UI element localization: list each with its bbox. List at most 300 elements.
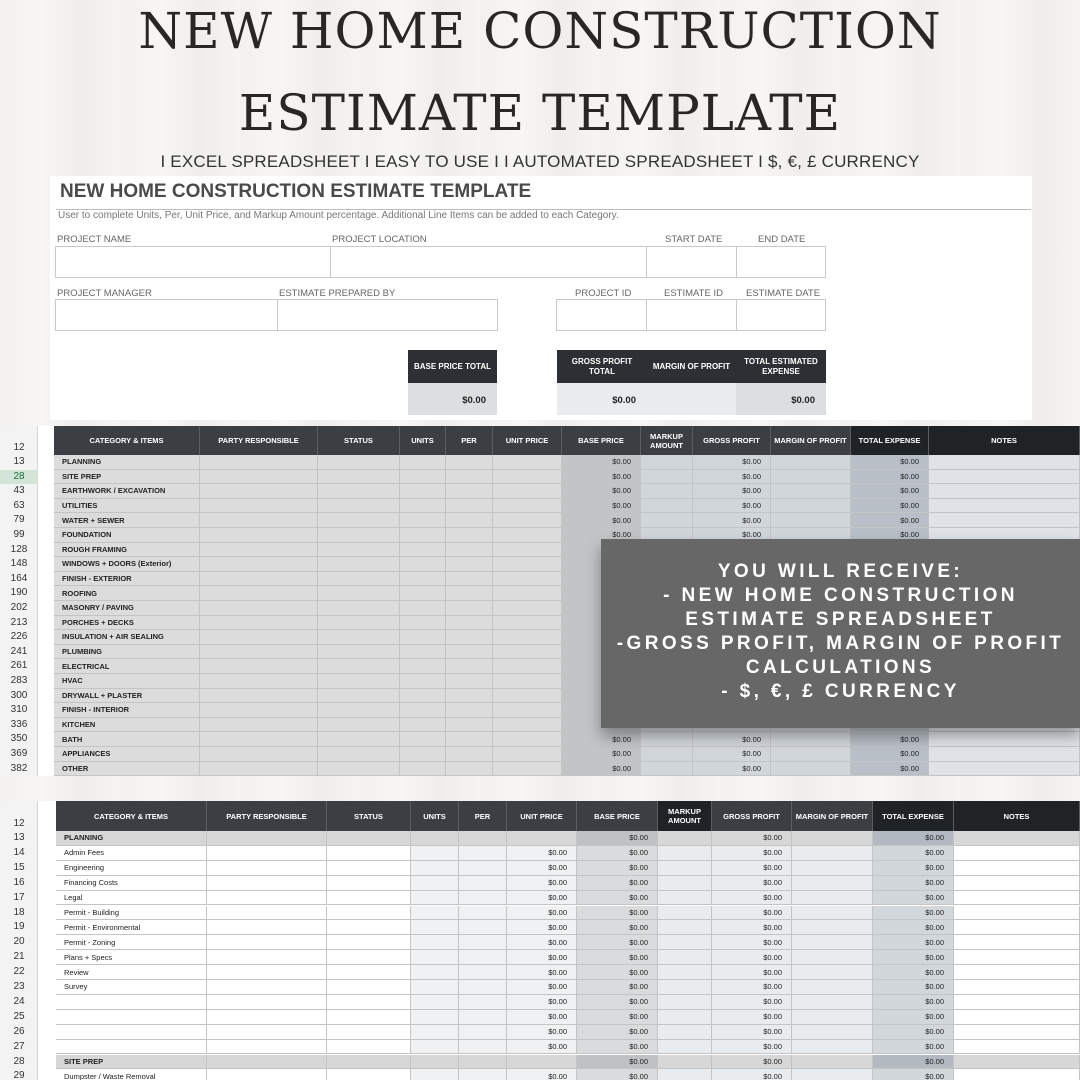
table-cell[interactable] xyxy=(658,1040,712,1055)
total-expense-cell[interactable] xyxy=(873,965,954,980)
table-cell[interactable] xyxy=(411,995,459,1010)
table-cell[interactable] xyxy=(207,980,327,995)
table-cell[interactable] xyxy=(641,513,693,528)
table-cell[interactable] xyxy=(954,965,1080,980)
total-expense-cell[interactable] xyxy=(873,861,954,876)
table-cell[interactable] xyxy=(318,499,400,514)
item-name-cell[interactable] xyxy=(56,935,207,950)
table-cell[interactable] xyxy=(327,965,411,980)
unit-price-cell[interactable] xyxy=(493,470,562,485)
table-cell[interactable] xyxy=(318,601,400,616)
base-price-cell[interactable] xyxy=(562,484,641,499)
table-cell[interactable] xyxy=(318,572,400,587)
table-cell[interactable] xyxy=(954,1055,1080,1070)
table-cell[interactable] xyxy=(327,1010,411,1025)
table-cell[interactable] xyxy=(446,718,493,733)
table-cell[interactable] xyxy=(929,470,1080,485)
table-cell[interactable] xyxy=(929,455,1080,470)
table-cell[interactable] xyxy=(200,528,318,543)
gross-profit-cell[interactable] xyxy=(693,499,771,514)
start-date-field[interactable] xyxy=(646,246,737,278)
gross-profit-cell[interactable] xyxy=(712,1040,792,1055)
unit-price-cell[interactable] xyxy=(493,499,562,514)
gross-profit-cell[interactable] xyxy=(712,861,792,876)
unit-price-cell[interactable] xyxy=(507,1040,577,1055)
table-cell[interactable] xyxy=(446,572,493,587)
table-cell[interactable] xyxy=(954,980,1080,995)
project-id-field[interactable] xyxy=(556,299,647,331)
table-cell[interactable] xyxy=(459,1069,507,1080)
table-cell[interactable] xyxy=(207,1040,327,1055)
table-cell[interactable] xyxy=(459,906,507,921)
table-cell[interactable] xyxy=(411,965,459,980)
unit-price-cell[interactable] xyxy=(493,747,562,762)
item-name-cell[interactable] xyxy=(54,762,200,776)
total-expense-cell[interactable] xyxy=(873,876,954,891)
gross-profit-cell[interactable] xyxy=(712,906,792,921)
table-cell[interactable] xyxy=(954,995,1080,1010)
table-cell[interactable] xyxy=(200,703,318,718)
table-cell[interactable] xyxy=(411,831,459,846)
table-cell[interactable] xyxy=(954,1010,1080,1025)
item-name-cell[interactable] xyxy=(56,980,207,995)
gross-profit-cell[interactable] xyxy=(712,935,792,950)
table-cell[interactable] xyxy=(200,499,318,514)
item-name-cell[interactable] xyxy=(54,572,200,587)
base-price-cell[interactable] xyxy=(562,762,641,776)
table-cell[interactable] xyxy=(411,891,459,906)
table-cell[interactable] xyxy=(641,499,693,514)
table-cell[interactable] xyxy=(446,543,493,558)
table-cell[interactable] xyxy=(792,906,873,921)
table-cell[interactable] xyxy=(771,484,851,499)
table-cell[interactable] xyxy=(200,630,318,645)
unit-price-cell[interactable] xyxy=(507,876,577,891)
unit-price-cell[interactable] xyxy=(507,935,577,950)
table-cell[interactable] xyxy=(207,906,327,921)
table-cell[interactable] xyxy=(658,846,712,861)
gross-profit-cell[interactable] xyxy=(712,1010,792,1025)
table-cell[interactable] xyxy=(446,455,493,470)
table-cell[interactable] xyxy=(954,906,1080,921)
base-price-cell[interactable] xyxy=(577,831,658,846)
total-expense-cell[interactable] xyxy=(851,747,929,762)
table-cell[interactable] xyxy=(929,513,1080,528)
total-expense-cell[interactable] xyxy=(873,980,954,995)
table-cell[interactable] xyxy=(318,674,400,689)
total-expense-cell[interactable] xyxy=(851,513,929,528)
table-cell[interactable] xyxy=(400,616,446,631)
table-cell[interactable] xyxy=(641,747,693,762)
base-price-cell[interactable] xyxy=(577,846,658,861)
table-cell[interactable] xyxy=(446,484,493,499)
table-cell[interactable] xyxy=(327,861,411,876)
unit-price-cell[interactable] xyxy=(493,718,562,733)
table-cell[interactable] xyxy=(207,831,327,846)
table-cell[interactable] xyxy=(792,935,873,950)
table-cell[interactable] xyxy=(400,455,446,470)
base-price-cell[interactable] xyxy=(577,876,658,891)
table-cell[interactable] xyxy=(327,995,411,1010)
total-expense-cell[interactable] xyxy=(873,935,954,950)
item-name-cell[interactable] xyxy=(56,1025,207,1040)
unit-price-cell[interactable] xyxy=(507,980,577,995)
table-cell[interactable] xyxy=(200,674,318,689)
table-cell[interactable] xyxy=(792,831,873,846)
table-cell[interactable] xyxy=(327,906,411,921)
table-cell[interactable] xyxy=(411,935,459,950)
gross-profit-cell[interactable] xyxy=(693,470,771,485)
unit-price-cell[interactable] xyxy=(507,831,577,846)
table-cell[interactable] xyxy=(658,935,712,950)
table-cell[interactable] xyxy=(446,586,493,601)
total-expense-cell[interactable] xyxy=(851,455,929,470)
table-cell[interactable] xyxy=(954,831,1080,846)
table-cell[interactable] xyxy=(400,689,446,704)
item-name-cell[interactable] xyxy=(56,1055,207,1070)
total-expense-cell[interactable] xyxy=(873,1040,954,1055)
unit-price-cell[interactable] xyxy=(507,861,577,876)
base-price-cell[interactable] xyxy=(577,1010,658,1025)
table-cell[interactable] xyxy=(459,1040,507,1055)
table-cell[interactable] xyxy=(200,470,318,485)
table-cell[interactable] xyxy=(327,950,411,965)
table-cell[interactable] xyxy=(792,950,873,965)
table-cell[interactable] xyxy=(411,1055,459,1070)
table-cell[interactable] xyxy=(929,762,1080,776)
table-cell[interactable] xyxy=(400,470,446,485)
gross-profit-cell[interactable] xyxy=(712,891,792,906)
gross-profit-cell[interactable] xyxy=(712,831,792,846)
table-cell[interactable] xyxy=(400,718,446,733)
unit-price-cell[interactable] xyxy=(493,513,562,528)
table-cell[interactable] xyxy=(792,920,873,935)
table-cell[interactable] xyxy=(446,703,493,718)
item-name-cell[interactable] xyxy=(56,965,207,980)
base-price-cell[interactable] xyxy=(577,980,658,995)
total-expense-cell[interactable] xyxy=(873,950,954,965)
table-cell[interactable] xyxy=(400,601,446,616)
unit-price-cell[interactable] xyxy=(493,630,562,645)
table-cell[interactable] xyxy=(207,876,327,891)
unit-price-cell[interactable] xyxy=(493,557,562,572)
table-cell[interactable] xyxy=(771,732,851,747)
table-cell[interactable] xyxy=(792,891,873,906)
item-name-cell[interactable] xyxy=(56,876,207,891)
gross-profit-cell[interactable] xyxy=(712,950,792,965)
table-cell[interactable] xyxy=(446,616,493,631)
item-name-cell[interactable] xyxy=(54,499,200,514)
table-cell[interactable] xyxy=(446,470,493,485)
table-cell[interactable] xyxy=(459,980,507,995)
table-cell[interactable] xyxy=(459,891,507,906)
table-cell[interactable] xyxy=(641,455,693,470)
item-name-cell[interactable] xyxy=(54,601,200,616)
table-cell[interactable] xyxy=(318,528,400,543)
table-cell[interactable] xyxy=(792,876,873,891)
table-cell[interactable] xyxy=(411,906,459,921)
table-cell[interactable] xyxy=(459,995,507,1010)
table-cell[interactable] xyxy=(207,891,327,906)
table-cell[interactable] xyxy=(318,543,400,558)
table-cell[interactable] xyxy=(200,586,318,601)
table-cell[interactable] xyxy=(411,920,459,935)
table-cell[interactable] xyxy=(658,1055,712,1070)
table-cell[interactable] xyxy=(446,689,493,704)
table-cell[interactable] xyxy=(658,1069,712,1080)
unit-price-cell[interactable] xyxy=(493,659,562,674)
table-cell[interactable] xyxy=(459,1010,507,1025)
unit-price-cell[interactable] xyxy=(507,1069,577,1080)
table-cell[interactable] xyxy=(658,906,712,921)
table-cell[interactable] xyxy=(658,876,712,891)
table-cell[interactable] xyxy=(400,747,446,762)
table-cell[interactable] xyxy=(459,935,507,950)
item-name-cell[interactable] xyxy=(54,557,200,572)
table-cell[interactable] xyxy=(459,1055,507,1070)
table-cell[interactable] xyxy=(200,484,318,499)
table-cell[interactable] xyxy=(318,513,400,528)
item-name-cell[interactable] xyxy=(56,891,207,906)
table-cell[interactable] xyxy=(641,732,693,747)
table-cell[interactable] xyxy=(400,674,446,689)
table-cell[interactable] xyxy=(318,630,400,645)
table-cell[interactable] xyxy=(446,499,493,514)
item-name-cell[interactable] xyxy=(54,732,200,747)
table-cell[interactable] xyxy=(327,1040,411,1055)
gross-profit-cell[interactable] xyxy=(693,455,771,470)
gross-profit-cell[interactable] xyxy=(712,1055,792,1070)
gross-profit-cell[interactable] xyxy=(712,1025,792,1040)
item-name-cell[interactable] xyxy=(56,995,207,1010)
project-manager-field[interactable] xyxy=(55,299,278,331)
base-price-cell[interactable] xyxy=(577,906,658,921)
table-cell[interactable] xyxy=(411,1069,459,1080)
table-cell[interactable] xyxy=(318,455,400,470)
unit-price-cell[interactable] xyxy=(493,762,562,776)
table-cell[interactable] xyxy=(954,1025,1080,1040)
table-cell[interactable] xyxy=(446,601,493,616)
table-cell[interactable] xyxy=(446,747,493,762)
total-expense-cell[interactable] xyxy=(873,1069,954,1080)
table-cell[interactable] xyxy=(200,689,318,704)
table-cell[interactable] xyxy=(411,846,459,861)
table-cell[interactable] xyxy=(446,513,493,528)
unit-price-cell[interactable] xyxy=(493,674,562,689)
gross-profit-cell[interactable] xyxy=(712,965,792,980)
unit-price-cell[interactable] xyxy=(493,601,562,616)
gross-profit-cell[interactable] xyxy=(712,920,792,935)
unit-price-cell[interactable] xyxy=(507,995,577,1010)
gross-profit-cell[interactable] xyxy=(693,747,771,762)
table-cell[interactable] xyxy=(446,630,493,645)
item-name-cell[interactable] xyxy=(54,616,200,631)
base-price-cell[interactable] xyxy=(577,891,658,906)
table-cell[interactable] xyxy=(954,1069,1080,1080)
table-cell[interactable] xyxy=(327,935,411,950)
table-cell[interactable] xyxy=(446,659,493,674)
total-expense-cell[interactable] xyxy=(873,1010,954,1025)
item-name-cell[interactable] xyxy=(56,950,207,965)
unit-price-cell[interactable] xyxy=(507,1055,577,1070)
unit-price-cell[interactable] xyxy=(507,846,577,861)
gross-profit-cell[interactable] xyxy=(693,762,771,776)
table-cell[interactable] xyxy=(459,950,507,965)
gross-profit-cell[interactable] xyxy=(712,876,792,891)
table-cell[interactable] xyxy=(446,557,493,572)
unit-price-cell[interactable] xyxy=(507,906,577,921)
table-cell[interactable] xyxy=(792,1010,873,1025)
table-cell[interactable] xyxy=(792,1055,873,1070)
unit-price-cell[interactable] xyxy=(493,616,562,631)
table-cell[interactable] xyxy=(207,861,327,876)
table-cell[interactable] xyxy=(411,950,459,965)
table-cell[interactable] xyxy=(929,484,1080,499)
table-cell[interactable] xyxy=(411,1025,459,1040)
table-cell[interactable] xyxy=(318,732,400,747)
total-expense-cell[interactable] xyxy=(851,499,929,514)
total-expense-cell[interactable] xyxy=(873,906,954,921)
base-price-cell[interactable] xyxy=(562,732,641,747)
base-price-cell[interactable] xyxy=(562,499,641,514)
table-cell[interactable] xyxy=(446,645,493,660)
item-name-cell[interactable] xyxy=(54,513,200,528)
base-price-cell[interactable] xyxy=(577,920,658,935)
table-cell[interactable] xyxy=(459,965,507,980)
table-cell[interactable] xyxy=(400,557,446,572)
item-name-cell[interactable] xyxy=(54,484,200,499)
table-cell[interactable] xyxy=(658,965,712,980)
table-cell[interactable] xyxy=(459,1025,507,1040)
gross-profit-cell[interactable] xyxy=(712,846,792,861)
table-cell[interactable] xyxy=(327,1055,411,1070)
table-cell[interactable] xyxy=(207,1055,327,1070)
table-cell[interactable] xyxy=(207,920,327,935)
table-cell[interactable] xyxy=(400,659,446,674)
gross-profit-cell[interactable] xyxy=(693,732,771,747)
table-cell[interactable] xyxy=(318,703,400,718)
table-cell[interactable] xyxy=(207,1025,327,1040)
base-price-cell[interactable] xyxy=(577,1025,658,1040)
table-cell[interactable] xyxy=(792,995,873,1010)
table-cell[interactable] xyxy=(200,747,318,762)
unit-price-cell[interactable] xyxy=(493,689,562,704)
table-cell[interactable] xyxy=(400,645,446,660)
base-price-cell[interactable] xyxy=(577,861,658,876)
table-cell[interactable] xyxy=(792,1040,873,1055)
item-name-cell[interactable] xyxy=(54,659,200,674)
table-cell[interactable] xyxy=(459,831,507,846)
unit-price-cell[interactable] xyxy=(493,586,562,601)
item-name-cell[interactable] xyxy=(56,846,207,861)
item-name-cell[interactable] xyxy=(54,586,200,601)
table-cell[interactable] xyxy=(641,484,693,499)
total-expense-cell[interactable] xyxy=(873,920,954,935)
table-cell[interactable] xyxy=(318,747,400,762)
table-cell[interactable] xyxy=(318,586,400,601)
unit-price-cell[interactable] xyxy=(507,891,577,906)
table-cell[interactable] xyxy=(318,484,400,499)
item-name-cell[interactable] xyxy=(56,861,207,876)
table-cell[interactable] xyxy=(771,455,851,470)
table-cell[interactable] xyxy=(771,762,851,776)
table-cell[interactable] xyxy=(459,920,507,935)
total-expense-cell[interactable] xyxy=(873,846,954,861)
gross-profit-cell[interactable] xyxy=(693,484,771,499)
table-cell[interactable] xyxy=(954,846,1080,861)
table-cell[interactable] xyxy=(792,846,873,861)
table-cell[interactable] xyxy=(446,762,493,776)
table-cell[interactable] xyxy=(929,747,1080,762)
table-cell[interactable] xyxy=(200,513,318,528)
unit-price-cell[interactable] xyxy=(507,950,577,965)
table-cell[interactable] xyxy=(929,499,1080,514)
item-name-cell[interactable] xyxy=(56,1010,207,1025)
table-cell[interactable] xyxy=(318,645,400,660)
base-price-cell[interactable] xyxy=(577,1055,658,1070)
table-cell[interactable] xyxy=(411,1040,459,1055)
table-cell[interactable] xyxy=(318,689,400,704)
gross-profit-cell[interactable] xyxy=(712,980,792,995)
item-name-cell[interactable] xyxy=(54,470,200,485)
table-cell[interactable] xyxy=(327,876,411,891)
table-cell[interactable] xyxy=(327,831,411,846)
base-price-cell[interactable] xyxy=(577,965,658,980)
table-cell[interactable] xyxy=(771,747,851,762)
table-cell[interactable] xyxy=(200,543,318,558)
table-cell[interactable] xyxy=(658,891,712,906)
table-cell[interactable] xyxy=(318,557,400,572)
table-cell[interactable] xyxy=(954,891,1080,906)
table-cell[interactable] xyxy=(771,499,851,514)
table-cell[interactable] xyxy=(411,876,459,891)
item-name-cell[interactable] xyxy=(56,1040,207,1055)
item-name-cell[interactable] xyxy=(56,906,207,921)
project-name-field[interactable] xyxy=(55,246,331,278)
table-cell[interactable] xyxy=(207,965,327,980)
table-cell[interactable] xyxy=(400,630,446,645)
unit-price-cell[interactable] xyxy=(493,645,562,660)
item-name-cell[interactable] xyxy=(56,831,207,846)
item-name-cell[interactable] xyxy=(54,718,200,733)
table-cell[interactable] xyxy=(400,499,446,514)
table-cell[interactable] xyxy=(200,455,318,470)
total-expense-cell[interactable] xyxy=(873,1025,954,1040)
table-cell[interactable] xyxy=(658,995,712,1010)
table-cell[interactable] xyxy=(658,950,712,965)
table-cell[interactable] xyxy=(327,980,411,995)
item-name-cell[interactable] xyxy=(54,455,200,470)
table-cell[interactable] xyxy=(954,876,1080,891)
table-cell[interactable] xyxy=(658,980,712,995)
table-cell[interactable] xyxy=(446,674,493,689)
table-cell[interactable] xyxy=(400,528,446,543)
table-cell[interactable] xyxy=(200,601,318,616)
total-expense-cell[interactable] xyxy=(873,1055,954,1070)
item-name-cell[interactable] xyxy=(54,630,200,645)
table-cell[interactable] xyxy=(658,861,712,876)
table-cell[interactable] xyxy=(954,950,1080,965)
base-price-cell[interactable] xyxy=(577,950,658,965)
item-name-cell[interactable] xyxy=(54,703,200,718)
table-cell[interactable] xyxy=(641,470,693,485)
table-cell[interactable] xyxy=(327,920,411,935)
total-expense-cell[interactable] xyxy=(851,484,929,499)
end-date-field[interactable] xyxy=(736,246,826,278)
base-price-cell[interactable] xyxy=(562,470,641,485)
table-cell[interactable] xyxy=(446,528,493,543)
table-cell[interactable] xyxy=(411,861,459,876)
